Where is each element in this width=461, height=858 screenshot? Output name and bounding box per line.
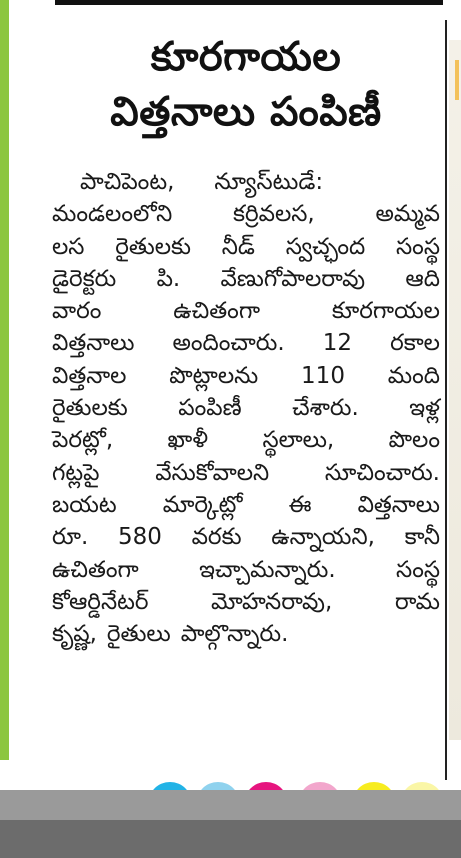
word: విత్తనాల: [52, 362, 127, 389]
word: డైరెక్టరు: [52, 265, 117, 292]
body-line: [52, 457, 440, 489]
body-line: [52, 231, 440, 263]
word: పెరట్లో,: [52, 427, 114, 454]
word: రకాల: [390, 330, 440, 357]
word: ఆది: [405, 265, 440, 292]
body-line: [52, 263, 440, 295]
word: రైతులు: [106, 621, 171, 648]
word: వేసుకోవాలని: [155, 459, 270, 486]
word: సంస్థ: [396, 556, 440, 583]
article-column: [52, 30, 440, 650]
body-line: [52, 327, 440, 359]
word: పాల్గొన్నారు.: [180, 621, 289, 648]
body-line: [52, 198, 440, 230]
word: స్వచ్ఛంద: [285, 233, 366, 260]
dateline: పాచిపెంట,: [80, 169, 175, 195]
scan-bottom-margin: [0, 820, 461, 858]
word: 580: [118, 524, 162, 551]
word: విత్తనాలు: [52, 330, 135, 357]
word: అందించారు.: [172, 330, 285, 357]
word: కానీ: [404, 524, 440, 551]
word: రామ: [394, 588, 440, 615]
scan-margin: [0, 790, 461, 820]
word: మండలంలోని: [52, 201, 173, 228]
word: కూరగాయల: [331, 298, 440, 325]
word: సూచించారు.: [324, 459, 440, 486]
word: 12: [322, 330, 353, 357]
adjacent-page-mark: [455, 60, 459, 100]
body-line: [52, 392, 440, 424]
word: రూ.: [52, 524, 89, 551]
word: ఈ: [288, 491, 312, 518]
headline: [52, 30, 440, 140]
word: విత్తనాలు: [357, 491, 440, 518]
word: ఉచితంగా: [52, 556, 139, 583]
word: రైతులకు: [52, 395, 128, 422]
body-line: [52, 554, 440, 586]
adjacent-page-edge: [449, 40, 461, 740]
word: 110: [301, 362, 345, 389]
word: నీడ్: [221, 233, 255, 260]
accent-bar: [0, 0, 9, 760]
body-line: [52, 586, 440, 618]
word: గట్లపై: [52, 459, 100, 486]
headline-line-1: కూరగాయల: [150, 34, 342, 80]
headline-line-2: విత్తనాలు పంపిణీ: [110, 89, 382, 135]
word: వేణుగోపాలరావు: [220, 265, 366, 292]
word: ఇచ్చామన్నారు.: [199, 556, 336, 583]
word: కృష్ణ,: [52, 621, 97, 648]
word: స్థలాలు,: [262, 427, 335, 454]
word: పి.: [156, 265, 181, 292]
word: మంది: [387, 362, 440, 389]
agency-credit: న్యూస్‌టుడే:: [214, 169, 324, 195]
word: ఖాళీ: [167, 427, 209, 454]
word: ఇళ్ల: [409, 395, 440, 422]
word: పొలం: [388, 427, 440, 454]
word: పంపిణీ: [178, 395, 242, 422]
word: మార్కెట్లో: [162, 491, 243, 518]
word: ఉచితంగా: [173, 298, 261, 325]
body-line: [52, 489, 440, 521]
word: మోహనరావు,: [211, 588, 333, 615]
word: బయట: [52, 491, 117, 518]
word: కోఆర్డినేటర్: [52, 588, 149, 615]
word: పొట్లాలను: [169, 362, 259, 389]
body-line: [52, 424, 440, 456]
body-line: [52, 618, 440, 650]
word: వారం: [52, 298, 102, 325]
body-line: [52, 295, 440, 327]
word: అమ్మవ: [375, 201, 440, 228]
article-body: [52, 166, 440, 650]
word: సంస్థ: [396, 233, 440, 260]
word: లస: [52, 233, 85, 260]
word: కర్రివలస,: [232, 201, 315, 228]
body-line: [52, 521, 440, 553]
word: రైతులకు: [115, 233, 191, 260]
top-rule: [55, 0, 443, 5]
word: చేశారు.: [292, 395, 359, 422]
dateline-row: [52, 166, 440, 198]
column-rule: [445, 20, 447, 780]
body-line: [52, 360, 440, 392]
word: వరకు: [191, 524, 242, 551]
word: ఉన్నాయని,: [271, 524, 375, 551]
